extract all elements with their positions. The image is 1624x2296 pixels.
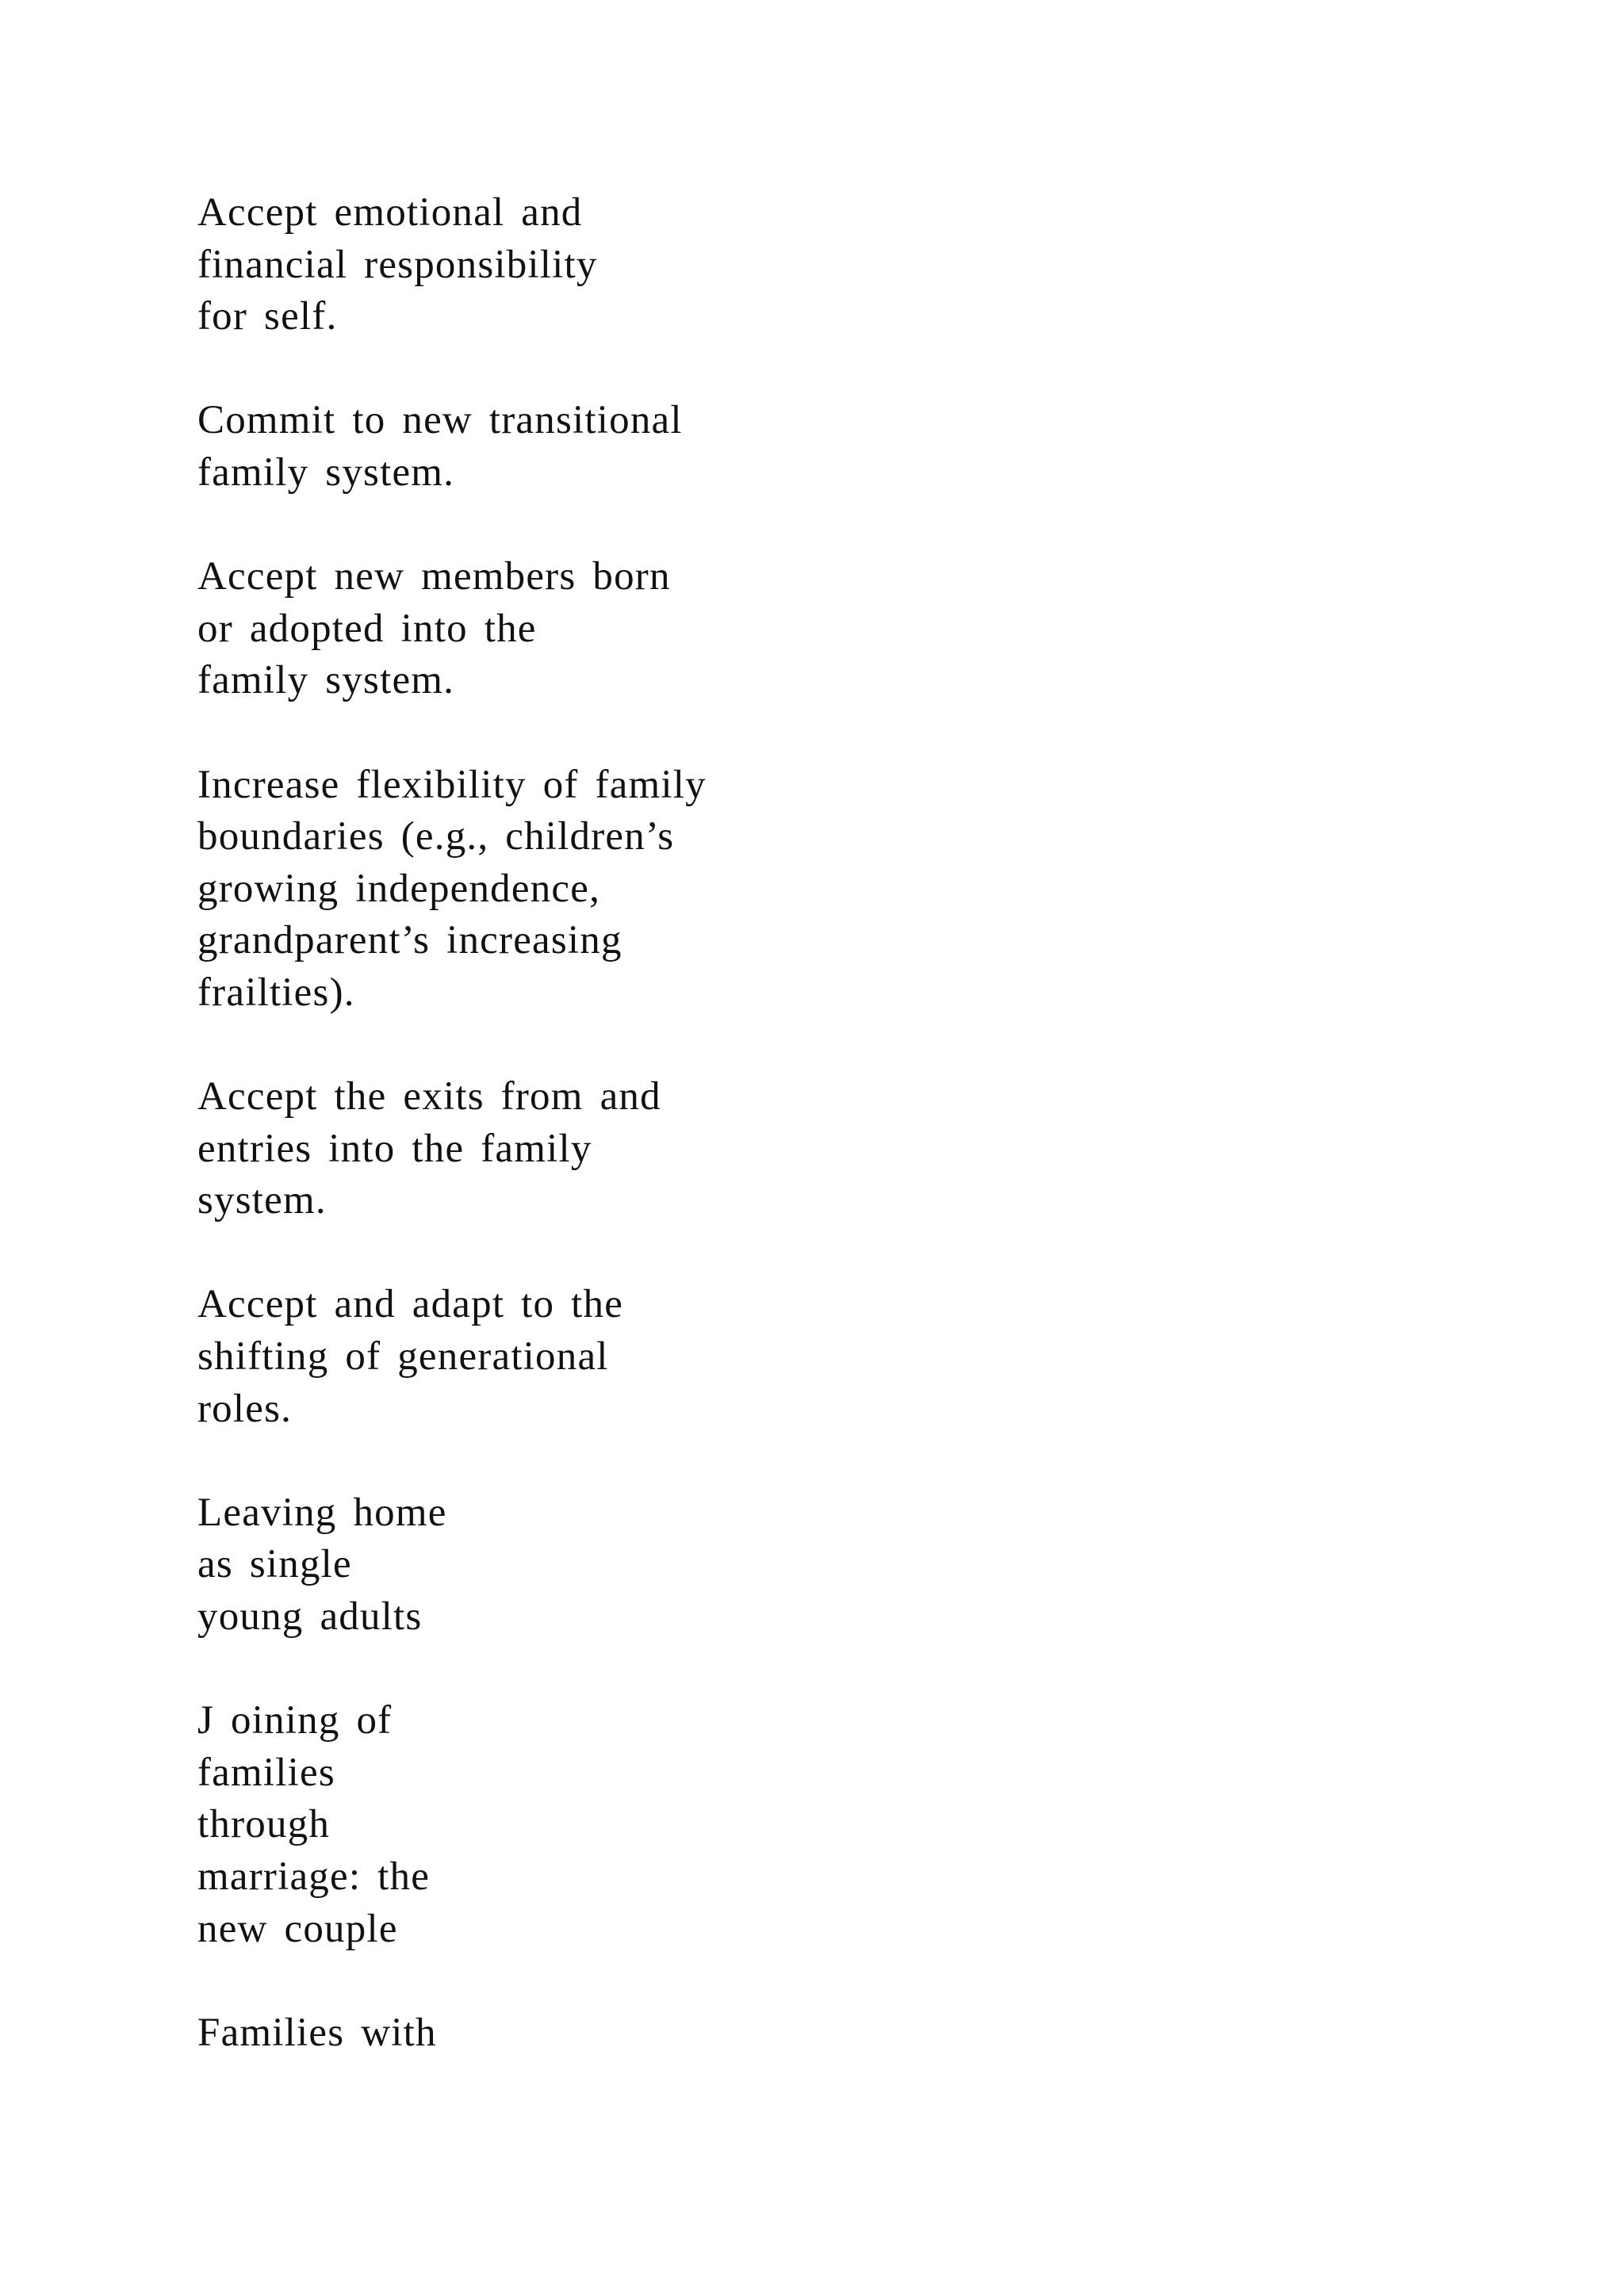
- body-text: [197, 187, 1149, 2111]
- paragraph: [197, 1279, 1149, 1435]
- paragraph: [197, 2007, 1149, 2060]
- paragraph: [197, 760, 1149, 1020]
- text-line: marriage: the: [197, 1854, 431, 1899]
- text-line: young adults: [197, 1594, 423, 1640]
- paragraph: [197, 187, 1149, 343]
- text-line: frailties).: [197, 970, 355, 1015]
- paragraph: [197, 1695, 1149, 1955]
- text-line: families: [197, 1750, 335, 1795]
- text-line: as single: [197, 1542, 352, 1587]
- paragraph: [197, 395, 1149, 499]
- text-line: system.: [197, 1178, 327, 1223]
- text-line: for self.: [197, 294, 338, 339]
- text-line: shifting of generational: [197, 1334, 609, 1380]
- text-line: J oining of: [197, 1698, 393, 1743]
- text-line: entries into the family: [197, 1126, 592, 1171]
- text-line: Accept and adapt to the: [197, 1282, 624, 1327]
- text-line: roles.: [197, 1386, 293, 1431]
- text-line: family system.: [197, 658, 455, 703]
- text-line: Increase flexibility of family: [197, 762, 707, 807]
- text-line: Accept the exits from and: [197, 1074, 661, 1119]
- paragraph: [197, 551, 1149, 707]
- text-line: Leaving home: [197, 1490, 447, 1535]
- text-line: through: [197, 1802, 331, 1847]
- text-line: Accept emotional and: [197, 190, 583, 235]
- paragraph: [197, 1071, 1149, 1227]
- paragraph: [197, 1487, 1149, 1644]
- text-line: Commit to new transitional: [197, 398, 683, 443]
- text-line: family system.: [197, 450, 455, 495]
- text-line: boundaries (e.g., children’s: [197, 814, 675, 859]
- text-line: grandparent’s increasing: [197, 918, 622, 963]
- text-line: financial responsibility: [197, 242, 598, 287]
- text-line: growing independence,: [197, 866, 601, 911]
- text-line: new couple: [197, 1906, 398, 1951]
- text-line: or adopted into the: [197, 606, 537, 651]
- text-line: Accept new members born: [197, 554, 671, 599]
- text-line: Families with: [197, 2010, 437, 2055]
